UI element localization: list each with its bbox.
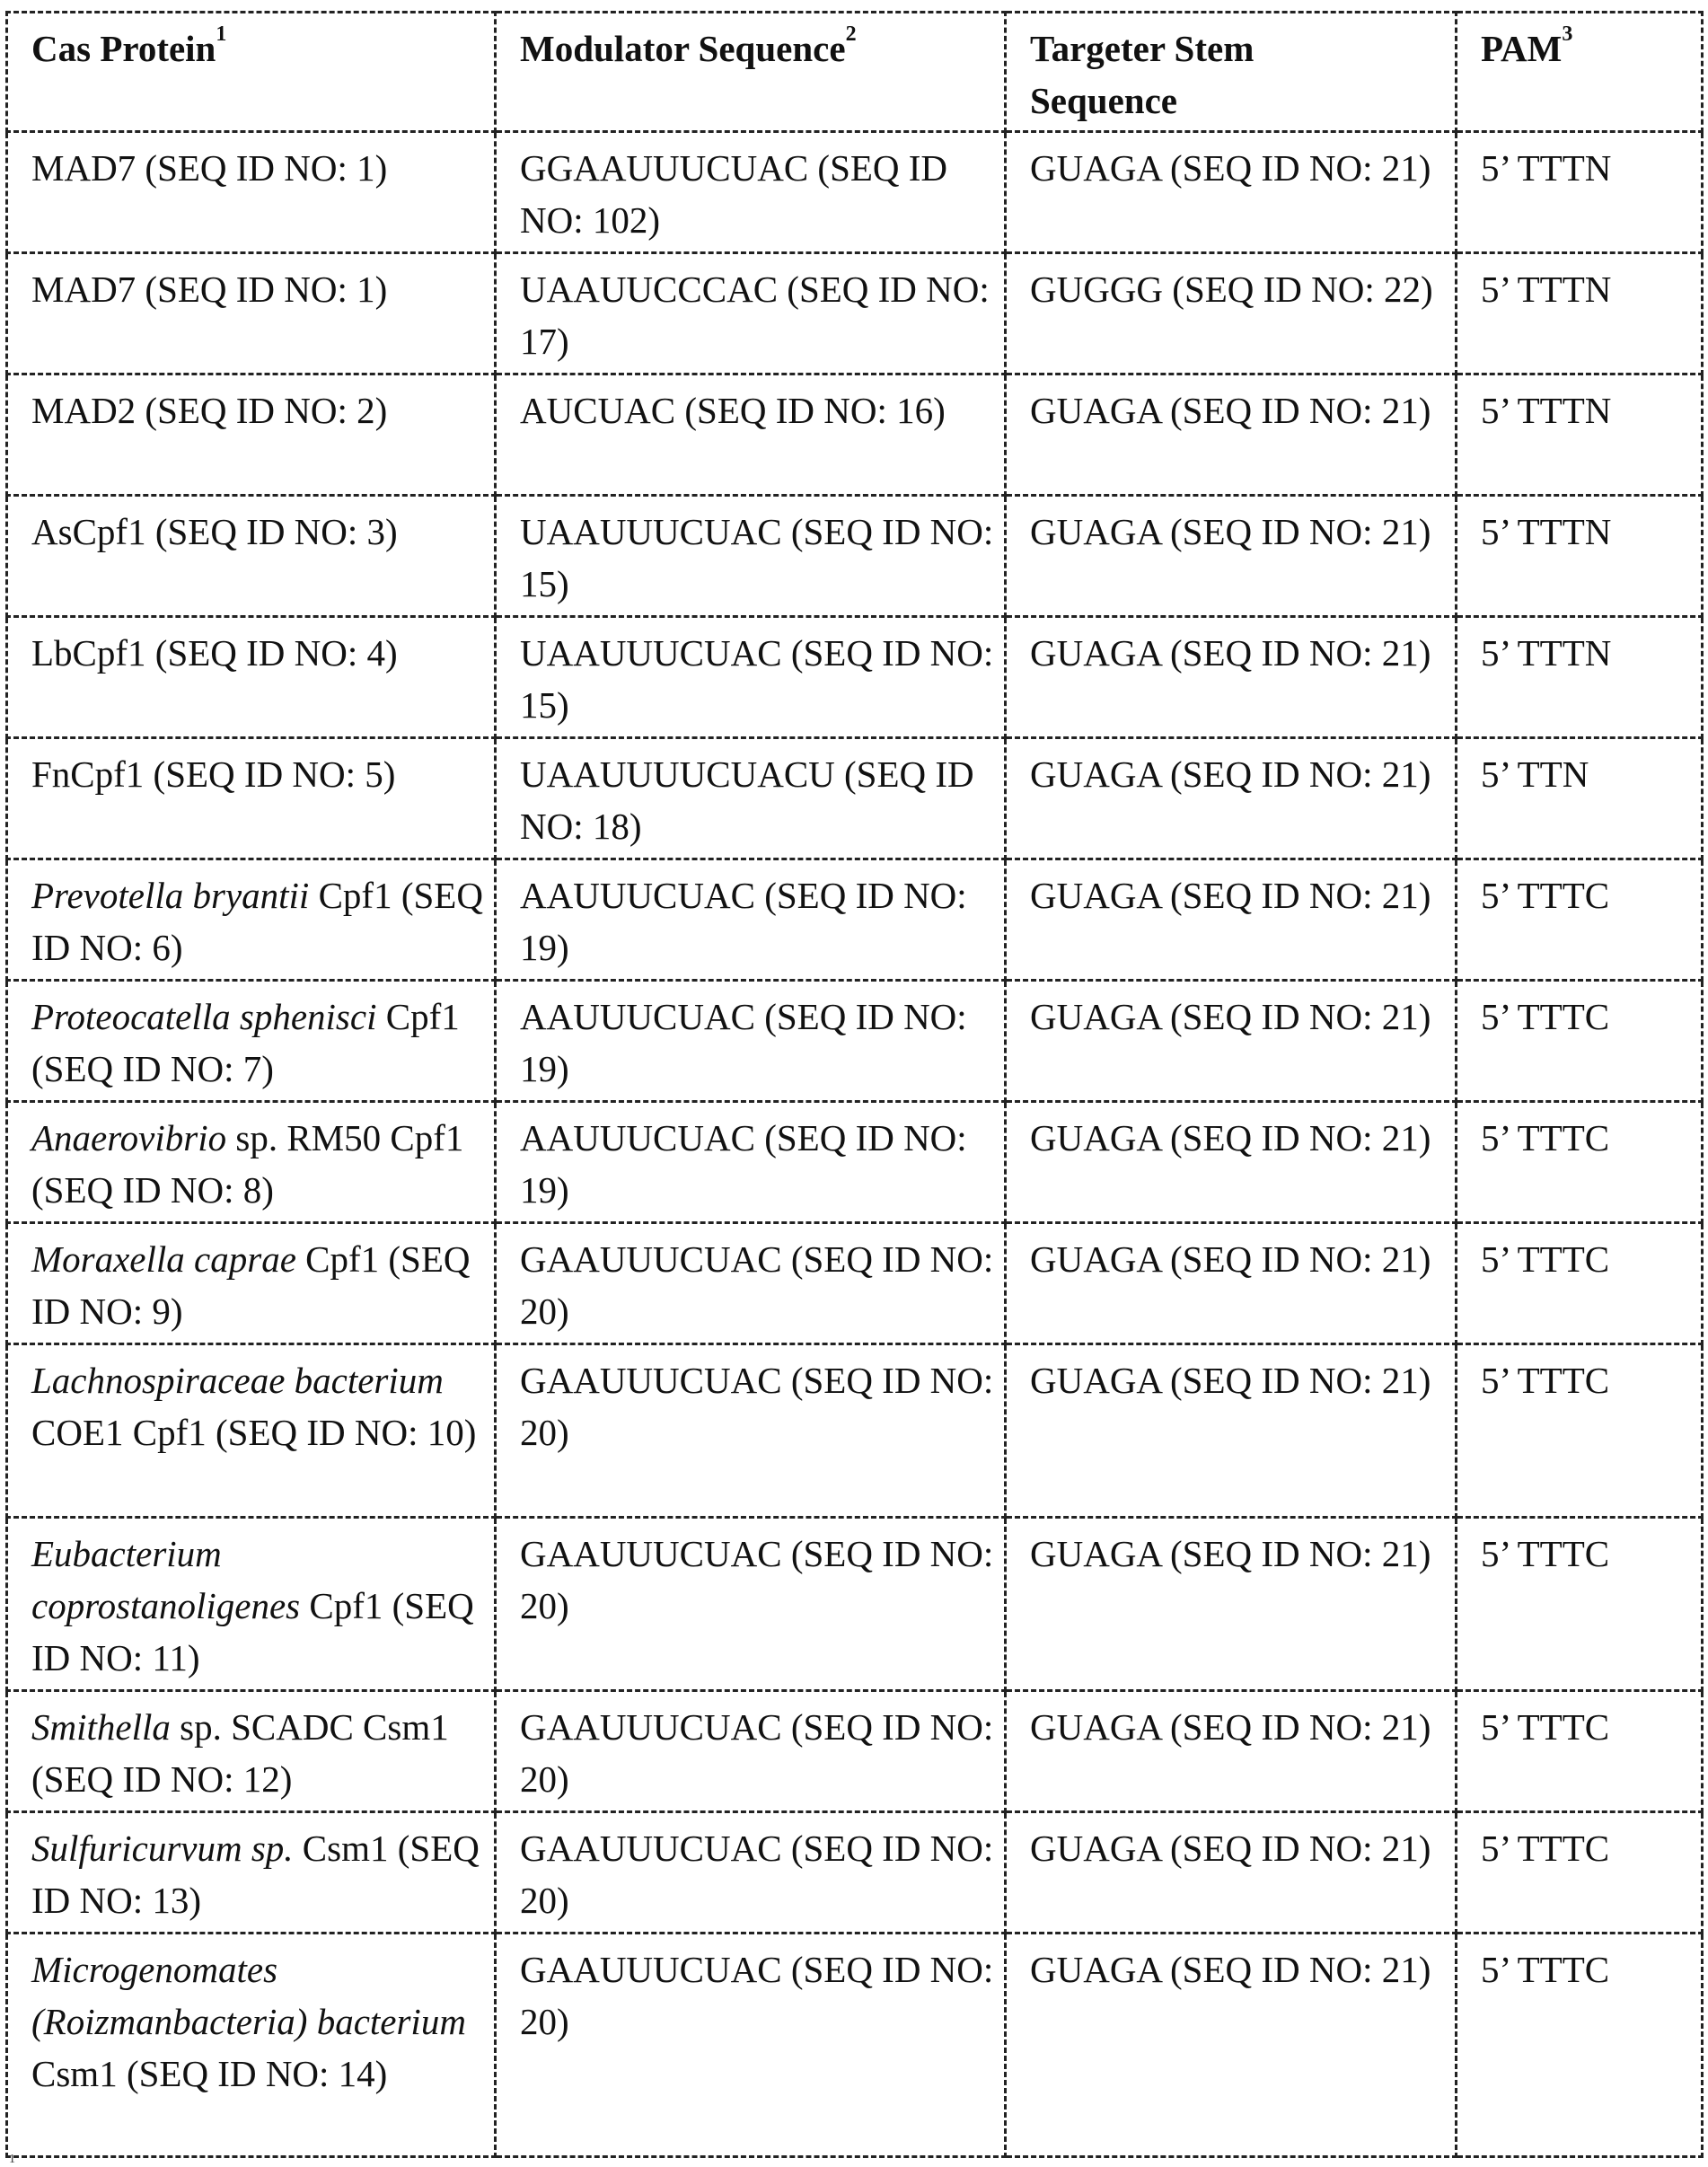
cell-cas-protein: Moraxella caprae Cpf1 (SEQ ID NO: 9) — [7, 1223, 496, 1344]
cell-modulator: AUCUAC (SEQ ID NO: 16) — [496, 374, 1006, 496]
table-row — [7, 1344, 1703, 1518]
cell-cas-protein: MAD7 (SEQ ID NO: 1) — [7, 132, 496, 253]
cell-pam: 5’ TTTN — [1457, 617, 1703, 738]
cell-pam: 5’ TTTC — [1457, 1691, 1703, 1812]
cas-protein-table — [5, 11, 1704, 2158]
table-row — [7, 1812, 1703, 1934]
cell-modulator: GGAAUUUCUAC (SEQ ID NO: 102) — [496, 132, 1006, 253]
cell-modulator: GAAUUUCUAC (SEQ ID NO: 20) — [496, 1691, 1006, 1812]
table-row — [7, 374, 1703, 496]
cell-cas-protein: Smithella sp. SCADC Csm1 (SEQ ID NO: 12) — [7, 1691, 496, 1812]
cell-targeter: GUAGA (SEQ ID NO: 21) — [1006, 1518, 1457, 1691]
cell-pam: 5’ TTTC — [1457, 859, 1703, 981]
cell-modulator: UAAUUUCUAC (SEQ ID NO: 15) — [496, 496, 1006, 617]
cell-pam: 5’ TTTC — [1457, 1518, 1703, 1691]
cell-cas-protein: Proteocatella sphenisci Cpf1 (SEQ ID NO: 7) — [7, 981, 496, 1102]
table-row — [7, 1934, 1703, 2157]
cell-modulator: GAAUUUCUAC (SEQ ID NO: 20) — [496, 1344, 1006, 1518]
table-row — [7, 253, 1703, 374]
cell-pam: 5’ TTTC — [1457, 1344, 1703, 1518]
cell-targeter: GUAGA (SEQ ID NO: 21) — [1006, 859, 1457, 981]
cell-modulator: UAAUUUCUAC (SEQ ID NO: 15) — [496, 617, 1006, 738]
cell-pam: 5’ TTTC — [1457, 1223, 1703, 1344]
table-row — [7, 738, 1703, 859]
cell-cas-protein: Sulfuricurvum sp. Csm1 (SEQ ID NO: 13) — [7, 1812, 496, 1934]
cell-targeter: GUAGA (SEQ ID NO: 21) — [1006, 1691, 1457, 1812]
cell-targeter: GUAGA (SEQ ID NO: 21) — [1006, 496, 1457, 617]
cell-targeter: GUAGA (SEQ ID NO: 21) — [1006, 1812, 1457, 1934]
cell-targeter: GUAGA (SEQ ID NO: 21) — [1006, 617, 1457, 738]
table-row — [7, 1691, 1703, 1812]
table-row — [7, 132, 1703, 253]
cell-targeter: GUAGA (SEQ ID NO: 21) — [1006, 132, 1457, 253]
cell-pam: 5’ TTTC — [1457, 1812, 1703, 1934]
table-row — [7, 1518, 1703, 1691]
table-row — [7, 1102, 1703, 1223]
cell-cas-protein: LbCpf1 (SEQ ID NO: 4) — [7, 617, 496, 738]
cell-pam: 5’ TTTN — [1457, 132, 1703, 253]
header-targeter-stem-sequence: Targeter Stem Sequence — [1006, 13, 1457, 132]
cell-modulator: AAUUUCUAC (SEQ ID NO: 19) — [496, 1102, 1006, 1223]
table-header-row — [7, 13, 1703, 132]
cell-modulator: GAAUUUCUAC (SEQ ID NO: 20) — [496, 1812, 1006, 1934]
table-row — [7, 859, 1703, 981]
cell-targeter: GUAGA (SEQ ID NO: 21) — [1006, 1344, 1457, 1518]
cell-targeter: GUGGG (SEQ ID NO: 22) — [1006, 253, 1457, 374]
cell-cas-protein: Eubacterium coprostanoligenes Cpf1 (SEQ ID NO: 11) — [7, 1518, 496, 1691]
cell-pam: 5’ TTTN — [1457, 253, 1703, 374]
table-body — [7, 132, 1703, 2157]
cell-modulator: GAAUUUCUAC (SEQ ID NO: 20) — [496, 1934, 1006, 2157]
cell-cas-protein: AsCpf1 (SEQ ID NO: 3) — [7, 496, 496, 617]
header-modulator-sequence: Modulator Sequence$^2$ — [496, 13, 1006, 132]
header-pam: PAM$^3$ — [1457, 13, 1703, 132]
cell-pam: 5’ TTTC — [1457, 1934, 1703, 2157]
cell-modulator: AAUUUCUAC (SEQ ID NO: 19) — [496, 981, 1006, 1102]
cell-modulator: GAAUUUCUAC (SEQ ID NO: 20) — [496, 1518, 1006, 1691]
cell-modulator: AAUUUCUAC (SEQ ID NO: 19) — [496, 859, 1006, 981]
cell-modulator: UAAUUUUCUACU (SEQ ID NO: 18) — [496, 738, 1006, 859]
cell-pam: 5’ TTTC — [1457, 1102, 1703, 1223]
cell-cas-protein: MAD7 (SEQ ID NO: 1) — [7, 253, 496, 374]
cell-cas-protein: MAD2 (SEQ ID NO: 2) — [7, 374, 496, 496]
cell-targeter: GUAGA (SEQ ID NO: 21) — [1006, 738, 1457, 859]
cell-modulator: UAAUUCCCAC (SEQ ID NO: 17) — [496, 253, 1006, 374]
table-row — [7, 617, 1703, 738]
table-row — [7, 1223, 1703, 1344]
cell-cas-protein: Prevotella bryantii Cpf1 (SEQ ID NO: 6) — [7, 859, 496, 981]
table-row — [7, 981, 1703, 1102]
footnote-marker: 1 — [9, 2153, 15, 2166]
cell-cas-protein: FnCpf1 (SEQ ID NO: 5) — [7, 738, 496, 859]
cell-pam: 5’ TTTN — [1457, 374, 1703, 496]
cell-targeter: GUAGA (SEQ ID NO: 21) — [1006, 1102, 1457, 1223]
cell-pam: 5’ TTTC — [1457, 981, 1703, 1102]
header-cas-protein: Cas Protein$^1$ — [7, 13, 496, 132]
cell-modulator: GAAUUUCUAC (SEQ ID NO: 20) — [496, 1223, 1006, 1344]
cell-pam: 5’ TTN — [1457, 738, 1703, 859]
cell-targeter: GUAGA (SEQ ID NO: 21) — [1006, 374, 1457, 496]
cell-cas-protein: Lachnospiraceae bacterium COE1 Cpf1 (SEQ ID NO: 10) — [7, 1344, 496, 1518]
table-row — [7, 496, 1703, 617]
cell-cas-protein: Microgenomates (Roizmanbacteria) bacterium Csm1 (SEQ ID NO: 14) — [7, 1934, 496, 2157]
cell-targeter: GUAGA (SEQ ID NO: 21) — [1006, 1934, 1457, 2157]
cell-targeter: GUAGA (SEQ ID NO: 21) — [1006, 1223, 1457, 1344]
cell-cas-protein: Anaerovibrio sp. RM50 Cpf1 (SEQ ID NO: 8) — [7, 1102, 496, 1223]
cell-pam: 5’ TTTN — [1457, 496, 1703, 617]
cell-targeter: GUAGA (SEQ ID NO: 21) — [1006, 981, 1457, 1102]
